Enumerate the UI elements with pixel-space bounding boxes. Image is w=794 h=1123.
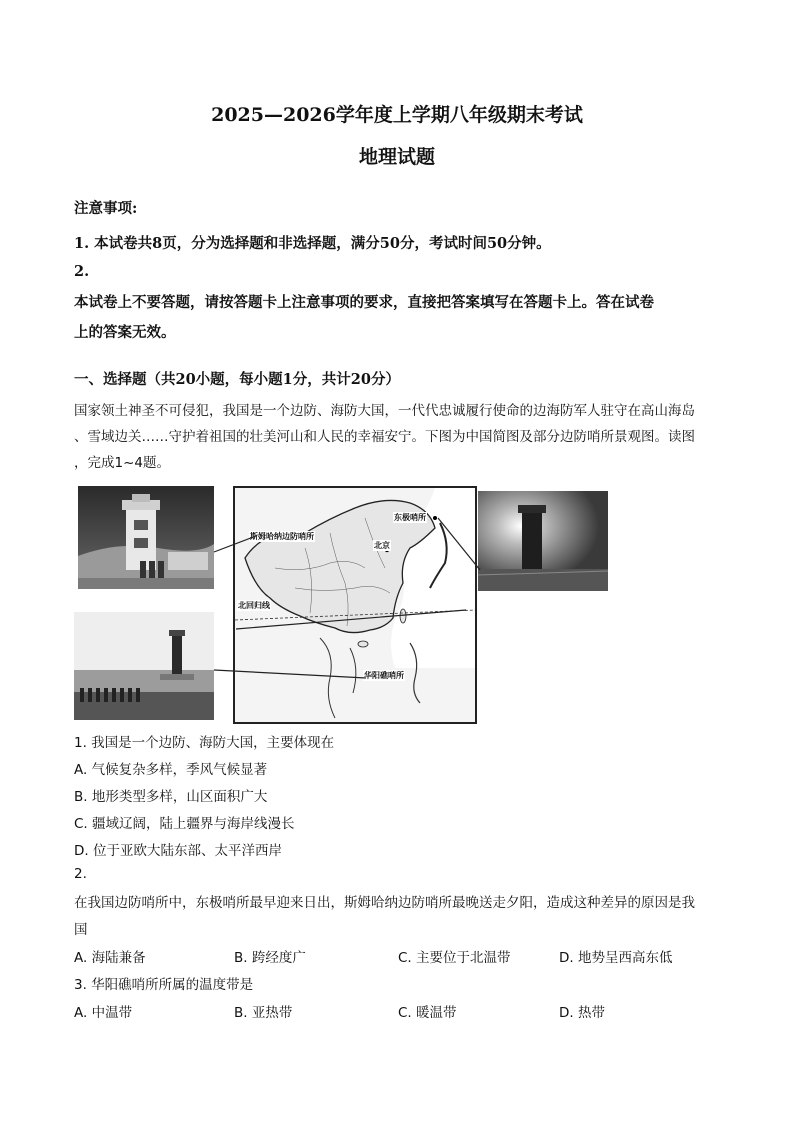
notice-heading: 注意事项: <box>74 200 138 217</box>
question-2-stem-line-1: 在我国边防哨所中，东极哨所最早迎来日出，斯姆哈纳边防哨所最晚送走夕阳，造成这种差异的原因是我 <box>74 895 695 911</box>
intro-line-1: 国家领土神圣不可侵犯，我国是一个边防、海防大国，一代代忠诚履行使命的边海防军人驻守在高山海岛 <box>74 403 695 419</box>
notice-item-1: 1. 本试卷共8页，分为选择题和非选择题，满分50分，考试时间50分钟。 <box>74 235 551 252</box>
question-2-number: 2. <box>74 866 87 882</box>
question-1-option-b: B. 地形类型多样，山区面积广大 <box>74 789 268 805</box>
intro-line-3: ，完成1~4题。 <box>74 455 170 471</box>
notice-item-2-line-2: 上的答案无效。 <box>74 324 176 341</box>
intro-line-2: 、雪域边关……守护着祖国的壮美河山和人民的幸福安宁。下图为中国简图及部分边防哨所景观图。读图 <box>74 429 695 445</box>
question-2-option-a: A. 海陆兼备 <box>74 950 146 966</box>
map-label-beijing: 北京 <box>374 541 390 550</box>
question-3-option-c: C. 暖温带 <box>398 1005 457 1021</box>
question-3-stem: 3. 华阳礁哨所所属的温度带是 <box>74 977 254 993</box>
question-1-option-d: D. 位于亚欧大陆东部、太平洋西岸 <box>74 843 282 859</box>
question-2-option-d: D. 地势呈西高东低 <box>559 950 673 966</box>
question-2-option-b: B. 跨经度广 <box>234 950 306 966</box>
section-1-heading: 一、选择题（共20小题，每小题1分，共计20分） <box>74 371 400 388</box>
exam-subject: 地理试题 <box>358 146 435 168</box>
map-label-tropic-of-cancer: 北回归线 <box>238 601 270 610</box>
question-3-option-a: A. 中温带 <box>74 1005 133 1021</box>
question-3-option-b: B. 亚热带 <box>234 1005 293 1021</box>
question-1-stem: 1. 我国是一个边防、海防大国，主要体现在 <box>74 735 335 751</box>
exam-title: 2025—2026学年度上学期八年级期末考试 <box>211 104 583 126</box>
notice-item-2-number: 2. <box>74 263 90 280</box>
map-label-dongji-post: 东极哨所 <box>394 513 426 522</box>
question-1-option-a: A. 气候复杂多样，季风气候显著 <box>74 762 268 778</box>
map-label-huayang-post: 华阳礁哨所 <box>364 671 404 680</box>
map-label-sihm-post: 斯姆哈纳边防哨所 <box>250 532 314 541</box>
question-2-stem-line-2: 国 <box>74 922 88 938</box>
question-1-option-c: C. 疆域辽阔，陆上疆界与海岸线漫长 <box>74 816 295 832</box>
question-3-option-d: D. 热带 <box>559 1005 605 1021</box>
notice-item-2-line-1: 本试卷上不要答题，请按答题卡上注意事项的要求，直接把答案填写在答题卡上。答在试卷 <box>74 294 654 311</box>
question-2-option-c: C. 主要位于北温带 <box>398 950 511 966</box>
